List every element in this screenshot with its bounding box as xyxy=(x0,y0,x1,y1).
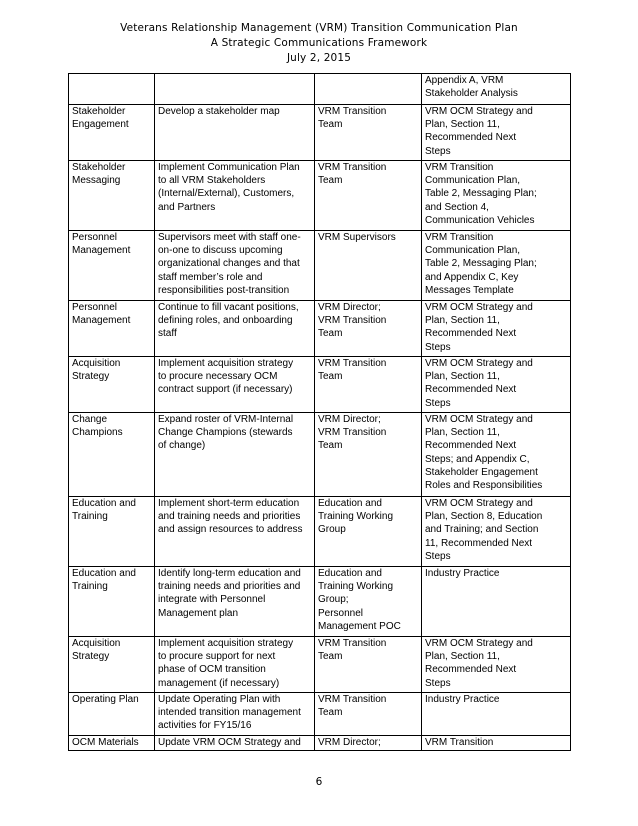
cell-text-line: VRM OCM Strategy and xyxy=(425,302,533,313)
cell-text-line: VRM OCM Strategy and xyxy=(425,414,533,425)
cell-area xyxy=(69,567,155,637)
cell-text-line: Education and xyxy=(72,498,136,509)
cell-text-line: VRM OCM Strategy and xyxy=(425,638,533,649)
cell-text-line: and Partners xyxy=(158,201,216,213)
cell-text-line: Update Operating Plan with xyxy=(158,694,281,705)
cell-text-line: intended transition management xyxy=(158,707,301,719)
table-row xyxy=(69,231,571,301)
table-row xyxy=(69,161,571,231)
cell-text-line: Training Working xyxy=(318,511,394,523)
cell-text-line: Operating Plan xyxy=(72,694,139,705)
table-row xyxy=(69,736,571,751)
cell-text-line: Strategy xyxy=(72,371,110,383)
cell-text-line: Steps xyxy=(425,397,451,409)
cell-text-line: VRM Supervisors xyxy=(318,232,396,243)
cell-text-line: and Section 4, xyxy=(425,201,489,213)
cell-text-line: Team xyxy=(318,328,343,340)
cell-text-line: Messages Template xyxy=(425,284,514,296)
cell-action xyxy=(155,74,315,105)
cell-text-line: VRM Transition xyxy=(318,694,387,705)
cell-text-line: VRM OCM Strategy and xyxy=(425,498,533,509)
cell-reference xyxy=(422,105,571,161)
cell-text-line: Personnel xyxy=(318,607,364,619)
cell-text-line: staff xyxy=(158,328,177,340)
cell-text-line: Plan, Section 11, xyxy=(425,371,500,383)
cell-action xyxy=(155,301,315,357)
cell-text-line: and training needs and priorities xyxy=(158,511,301,523)
cell-area xyxy=(69,105,155,161)
cell-area xyxy=(69,161,155,231)
cell-text-line: Education and xyxy=(318,568,382,579)
cell-text-line: VRM Transition xyxy=(425,737,494,748)
cell-action xyxy=(155,567,315,637)
table-row xyxy=(69,497,571,567)
cell-text-line: to procure necessary OCM xyxy=(158,371,278,383)
cell-text-line: VRM Transition xyxy=(318,638,387,649)
cell-text-line: Develop a stakeholder map xyxy=(158,106,280,117)
cell-text-line: Team xyxy=(318,175,343,187)
cell-text-line: Stakeholder xyxy=(72,106,126,117)
cell-text-line: staff member’s role and xyxy=(158,271,263,283)
cell-text-line: 11, Recommended Next xyxy=(425,537,533,549)
cell-text-line: and assign resources to address xyxy=(158,524,303,536)
cell-text-line: (Internal/External), Customers, xyxy=(158,188,295,200)
cell-responsible xyxy=(315,105,422,161)
cell-text-line: and Training; and Section xyxy=(425,524,539,536)
cell-reference xyxy=(422,74,571,105)
cell-text-line: Appendix A, VRM xyxy=(425,75,504,86)
cell-responsible xyxy=(315,74,422,105)
cell-text-line: Champions xyxy=(72,427,123,439)
cell-text-line: Recommended Next xyxy=(425,664,517,676)
cell-text-line: Plan, Section 11, xyxy=(425,427,500,439)
cell-reference xyxy=(422,693,571,736)
cell-reference xyxy=(422,413,571,497)
cell-action xyxy=(155,231,315,301)
cell-text-line: Communication Plan, xyxy=(425,175,521,187)
cell-text-line: Recommended Next xyxy=(425,440,517,452)
cell-responsible xyxy=(315,357,422,413)
cell-text-line: defining roles, and onboarding xyxy=(158,315,293,327)
cell-area xyxy=(69,413,155,497)
table-row xyxy=(69,301,571,357)
cell-text-line: and Appendix C, Key xyxy=(425,271,519,283)
cell-text-line: VRM OCM Strategy and xyxy=(425,106,533,117)
cell-action xyxy=(155,161,315,231)
cell-area xyxy=(69,301,155,357)
cell-text-line: VRM Transition xyxy=(425,232,494,243)
cell-text-line: Implement acquisition strategy xyxy=(158,638,294,649)
cell-text-line: Group; xyxy=(318,594,349,606)
cell-text-line: Table 2, Messaging Plan; xyxy=(425,258,537,270)
cell-text-line: Communication Plan, xyxy=(425,245,521,257)
cell-text-line: Implement Communication Plan xyxy=(158,162,300,173)
cell-responsible xyxy=(315,413,422,497)
cell-text-line: Team xyxy=(318,440,343,452)
cell-text-line: Plan, Section 11, xyxy=(425,119,500,131)
cell-text-line: organizational changes and that xyxy=(158,258,300,270)
cell-responsible xyxy=(315,301,422,357)
cell-text-line: Team xyxy=(318,651,343,663)
cell-text-line: Personnel xyxy=(72,302,118,313)
cell-responsible xyxy=(315,231,422,301)
cell-text-line: VRM Director; xyxy=(318,414,381,425)
cell-area xyxy=(69,74,155,105)
cell-reference xyxy=(422,637,571,693)
cell-text-line: Personnel xyxy=(72,232,118,243)
cell-action xyxy=(155,413,315,497)
cell-text-line: VRM Transition xyxy=(425,162,494,173)
cell-text-line: Stakeholder xyxy=(72,162,126,173)
cell-text-line: VRM Director; xyxy=(318,302,381,313)
table-row xyxy=(69,413,571,497)
cell-text-line: Implement acquisition strategy xyxy=(158,358,294,369)
cell-text-line: Group xyxy=(318,524,346,536)
cell-text-line: VRM Director; xyxy=(318,737,381,748)
cell-area xyxy=(69,637,155,693)
cell-text-line: Team xyxy=(318,119,343,131)
cell-action xyxy=(155,497,315,567)
cell-text-line: Training Working xyxy=(318,581,394,593)
cell-text-line: Stakeholder Engagement xyxy=(425,466,538,478)
cell-text-line: Management plan xyxy=(158,607,239,619)
cell-text-line: contract support (if necessary) xyxy=(158,384,293,396)
cell-text-line: Communication Vehicles xyxy=(425,214,535,226)
table-row xyxy=(69,105,571,161)
cell-text-line: Acquisition xyxy=(72,358,121,369)
cell-text-line: Management xyxy=(72,245,131,257)
cell-text-line: VRM OCM Strategy and xyxy=(425,358,533,369)
cell-action xyxy=(155,357,315,413)
cell-action xyxy=(155,637,315,693)
cell-text-line: Stakeholder Analysis xyxy=(425,88,518,100)
cell-text-line: Table 2, Messaging Plan; xyxy=(425,188,537,200)
table-row xyxy=(69,357,571,413)
cell-text-line: Management POC xyxy=(318,620,401,632)
cell-text-line: Team xyxy=(318,371,343,383)
table-row xyxy=(69,693,571,736)
cell-responsible xyxy=(315,161,422,231)
document-subtitle: A Strategic Communications Framework xyxy=(210,37,428,49)
cell-text-line: Recommended Next xyxy=(425,384,517,396)
cell-action xyxy=(155,693,315,736)
cell-text-line: phase of OCM transition xyxy=(158,664,266,676)
document-title: Veterans Relationship Management (VRM) Transition Communication Plan xyxy=(120,22,518,34)
cell-text-line: Strategy xyxy=(72,651,110,663)
cell-reference xyxy=(422,736,571,751)
cell-reference xyxy=(422,567,571,637)
cell-text-line: integrate with Personnel xyxy=(158,594,266,606)
cell-text-line: Expand roster of VRM-Internal xyxy=(158,414,294,425)
cell-text-line: Implement short-term education xyxy=(158,498,300,509)
cell-text-line: VRM Transition xyxy=(318,162,387,173)
cell-text-line: activities for FY15/16 xyxy=(158,720,252,732)
cell-area xyxy=(69,497,155,567)
cell-text-line: to all VRM Stakeholders xyxy=(158,175,266,187)
cell-area xyxy=(69,693,155,736)
table-row xyxy=(69,567,571,637)
cell-text-line: Identify long-term education and xyxy=(158,568,301,579)
cell-text-line: Continue to fill vacant positions, xyxy=(158,302,299,313)
cell-action xyxy=(155,105,315,161)
cell-text-line: Engagement xyxy=(72,119,129,131)
cell-text-line: Steps xyxy=(425,145,451,157)
cell-text-line: Industry Practice xyxy=(425,568,500,579)
table-row xyxy=(69,637,571,693)
cell-text-line: Steps; and Appendix C, xyxy=(425,453,530,465)
communication-plan-table xyxy=(68,73,571,751)
page-header xyxy=(0,21,638,66)
cell-reference xyxy=(422,301,571,357)
cell-text-line: Supervisors meet with staff one- xyxy=(158,232,301,243)
cell-reference xyxy=(422,231,571,301)
cell-text-line: Acquisition xyxy=(72,638,121,649)
cell-area xyxy=(69,736,155,751)
cell-text-line: Plan, Section 8, Education xyxy=(425,511,543,523)
cell-reference xyxy=(422,497,571,567)
cell-text-line: OCM Materials xyxy=(72,737,139,748)
cell-text-line: Steps xyxy=(425,550,451,562)
cell-text-line: Education and xyxy=(318,498,382,509)
cell-text-line: Steps xyxy=(425,341,451,353)
document-date: July 2, 2015 xyxy=(286,52,352,64)
cell-reference xyxy=(422,357,571,413)
cell-area xyxy=(69,231,155,301)
cell-text-line: Steps xyxy=(425,677,451,689)
cell-responsible xyxy=(315,693,422,736)
cell-text-line: Change xyxy=(72,414,108,425)
cell-text-line: Change Champions (stewards xyxy=(158,427,293,439)
cell-text-line: on-one to discuss upcoming xyxy=(158,245,283,257)
cell-text-line: Training xyxy=(72,581,108,593)
table-body xyxy=(69,74,571,751)
cell-text-line: Messaging xyxy=(72,175,121,187)
cell-text-line: training needs and priorities and xyxy=(158,581,301,593)
cell-text-line: Plan, Section 11, xyxy=(425,315,500,327)
cell-text-line: VRM Transition xyxy=(318,106,387,117)
cell-responsible xyxy=(315,637,422,693)
cell-responsible xyxy=(315,567,422,637)
cell-text-line: VRM Transition xyxy=(318,315,387,327)
cell-reference xyxy=(422,161,571,231)
cell-responsible xyxy=(315,736,422,751)
cell-text-line: Education and xyxy=(72,568,136,579)
table-row xyxy=(69,74,571,105)
cell-text-line: Update VRM OCM Strategy and xyxy=(158,737,301,748)
cell-text-line: VRM Transition xyxy=(318,427,387,439)
cell-text-line: management (if necessary) xyxy=(158,677,280,689)
cell-text-line: Recommended Next xyxy=(425,132,517,144)
cell-text-line: Roles and Responsibilities xyxy=(425,480,543,492)
cell-action xyxy=(155,736,315,751)
cell-text-line: to procure support for next xyxy=(158,651,276,663)
cell-text-line: responsibilities post-transition xyxy=(158,284,290,296)
cell-responsible xyxy=(315,497,422,567)
cell-text-line: Recommended Next xyxy=(425,328,517,340)
cell-text-line: of change) xyxy=(158,440,206,452)
cell-text-line: Management xyxy=(72,315,131,327)
cell-text-line: VRM Transition xyxy=(318,358,387,369)
cell-text-line: Plan, Section 11, xyxy=(425,651,500,663)
cell-text-line: Industry Practice xyxy=(425,694,500,705)
cell-text-line: Team xyxy=(318,707,343,719)
cell-text-line: Training xyxy=(72,511,108,523)
page-number: 6 xyxy=(315,776,323,788)
cell-area xyxy=(69,357,155,413)
